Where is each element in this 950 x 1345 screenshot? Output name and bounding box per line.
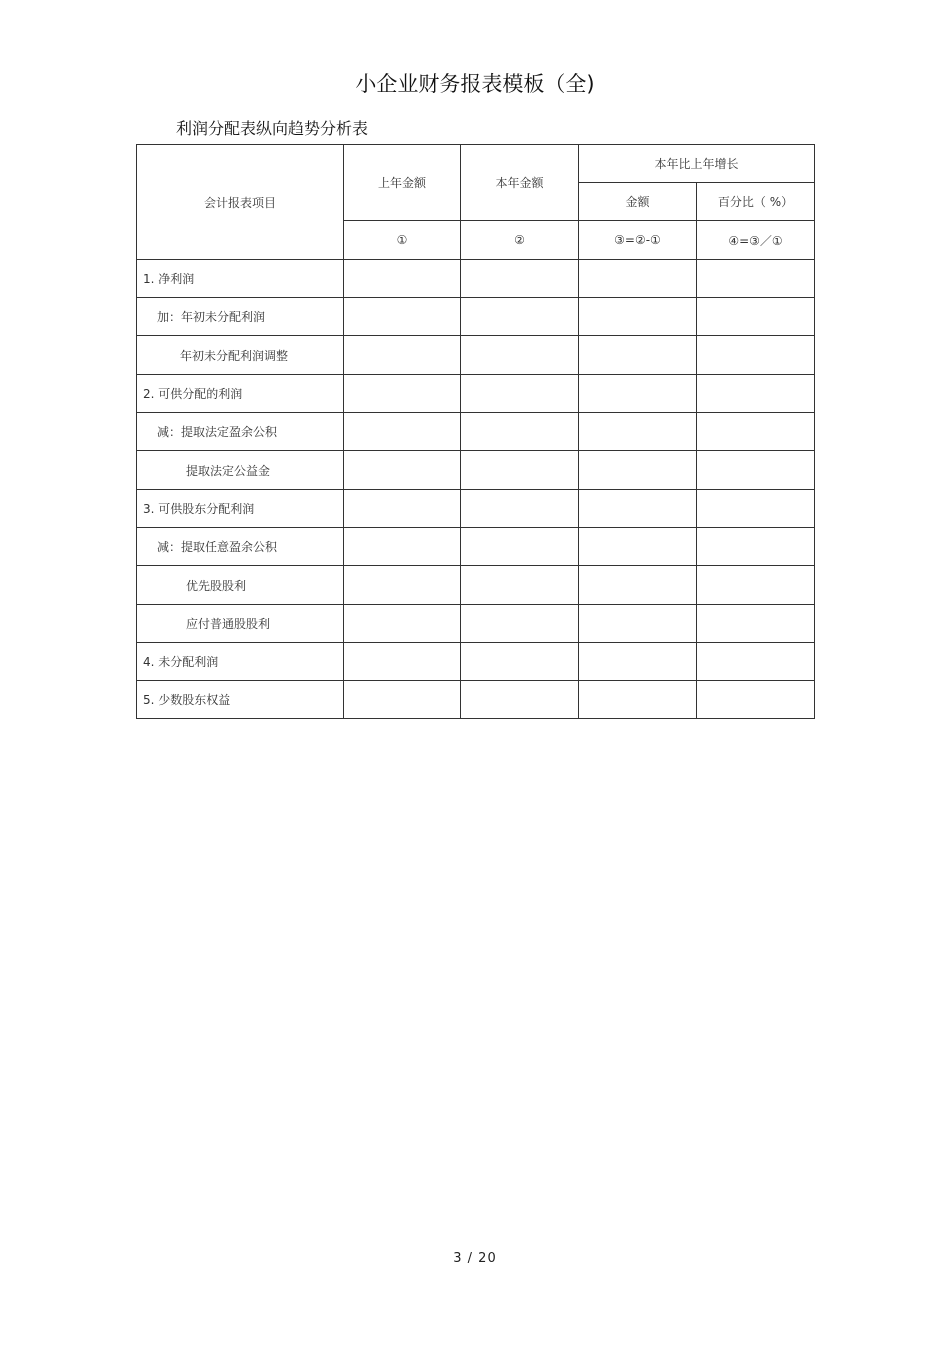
cell-last-year xyxy=(344,605,461,643)
profit-distribution-table xyxy=(136,144,815,719)
cell-growth-percent xyxy=(697,490,815,528)
row-label: 4. 未分配利润 xyxy=(137,643,344,681)
cell-growth-amount xyxy=(579,490,697,528)
cell-last-year xyxy=(344,413,461,451)
cell-this-year xyxy=(461,566,579,605)
cell-growth-percent xyxy=(697,681,815,719)
table-row xyxy=(137,605,815,643)
cell-growth-percent xyxy=(697,566,815,605)
row-label: 提取法定公益金 xyxy=(137,451,344,490)
table-row xyxy=(137,260,815,298)
cell-this-year xyxy=(461,336,579,375)
document-title: 小企业财务报表模板（全) xyxy=(355,72,595,96)
row-label: 5. 少数股东权益 xyxy=(137,681,344,719)
header-this-year-amount: 本年金额 xyxy=(461,145,579,221)
cell-growth-amount xyxy=(579,681,697,719)
row-label: 优先股股利 xyxy=(137,566,344,605)
cell-this-year xyxy=(461,605,579,643)
cell-growth-amount xyxy=(579,566,697,605)
header-growth-group: 本年比上年增长 xyxy=(579,145,815,183)
cell-growth-amount xyxy=(579,643,697,681)
cell-this-year xyxy=(461,643,579,681)
page-number: 3 / 20 xyxy=(453,1251,497,1266)
cell-growth-percent xyxy=(697,605,815,643)
cell-this-year xyxy=(461,490,579,528)
cell-growth-amount xyxy=(579,451,697,490)
formula-growth-amount: ③=②-① xyxy=(579,221,697,260)
cell-growth-amount xyxy=(579,605,697,643)
cell-last-year xyxy=(344,490,461,528)
cell-this-year xyxy=(461,298,579,336)
cell-last-year xyxy=(344,566,461,605)
table-row xyxy=(137,566,815,605)
table-title: 利润分配表纵向趋势分析表 xyxy=(176,119,369,138)
header-last-year-amount: 上年金额 xyxy=(344,145,461,221)
row-label: 应付普通股股利 xyxy=(137,605,344,643)
row-label: 减：提取法定盈余公积 xyxy=(137,413,344,451)
cell-growth-percent xyxy=(697,298,815,336)
cell-last-year xyxy=(344,451,461,490)
cell-last-year xyxy=(344,528,461,566)
cell-this-year xyxy=(461,375,579,413)
cell-growth-percent xyxy=(697,260,815,298)
cell-growth-percent xyxy=(697,451,815,490)
header-growth-amount: 金额 xyxy=(579,183,697,221)
header-row-1 xyxy=(137,145,815,183)
table-row xyxy=(137,375,815,413)
cell-growth-percent xyxy=(697,528,815,566)
cell-growth-amount xyxy=(579,375,697,413)
table-row xyxy=(137,643,815,681)
cell-this-year xyxy=(461,413,579,451)
row-label: 年初未分配利润调整 xyxy=(137,336,344,375)
cell-last-year xyxy=(344,260,461,298)
table-row xyxy=(137,413,815,451)
header-growth-percent: 百分比（ %） xyxy=(697,183,815,221)
cell-this-year xyxy=(461,260,579,298)
cell-growth-amount xyxy=(579,260,697,298)
cell-last-year xyxy=(344,336,461,375)
row-label: 减：提取任意盈余公积 xyxy=(137,528,344,566)
cell-growth-amount xyxy=(579,528,697,566)
cell-growth-percent xyxy=(697,413,815,451)
row-label: 加：年初未分配利润 xyxy=(137,298,344,336)
cell-this-year xyxy=(461,451,579,490)
table-row xyxy=(137,298,815,336)
table-row xyxy=(137,490,815,528)
cell-last-year xyxy=(344,643,461,681)
table-row xyxy=(137,528,815,566)
cell-growth-percent xyxy=(697,336,815,375)
formula-last-year: ① xyxy=(344,221,461,260)
header-item-column: 会计报表项目 xyxy=(137,145,344,260)
cell-last-year xyxy=(344,375,461,413)
formula-this-year: ② xyxy=(461,221,579,260)
row-label: 3. 可供股东分配利润 xyxy=(137,490,344,528)
cell-this-year xyxy=(461,681,579,719)
cell-last-year xyxy=(344,298,461,336)
row-label: 2. 可供分配的利润 xyxy=(137,375,344,413)
formula-growth-percent: ④=③／① xyxy=(697,221,815,260)
table-row xyxy=(137,681,815,719)
row-label: 1. 净利润 xyxy=(137,260,344,298)
cell-this-year xyxy=(461,528,579,566)
table-row xyxy=(137,451,815,490)
table-row xyxy=(137,336,815,375)
cell-growth-percent xyxy=(697,643,815,681)
cell-growth-amount xyxy=(579,336,697,375)
cell-growth-amount xyxy=(579,298,697,336)
cell-growth-percent xyxy=(697,375,815,413)
cell-growth-amount xyxy=(579,413,697,451)
cell-last-year xyxy=(344,681,461,719)
